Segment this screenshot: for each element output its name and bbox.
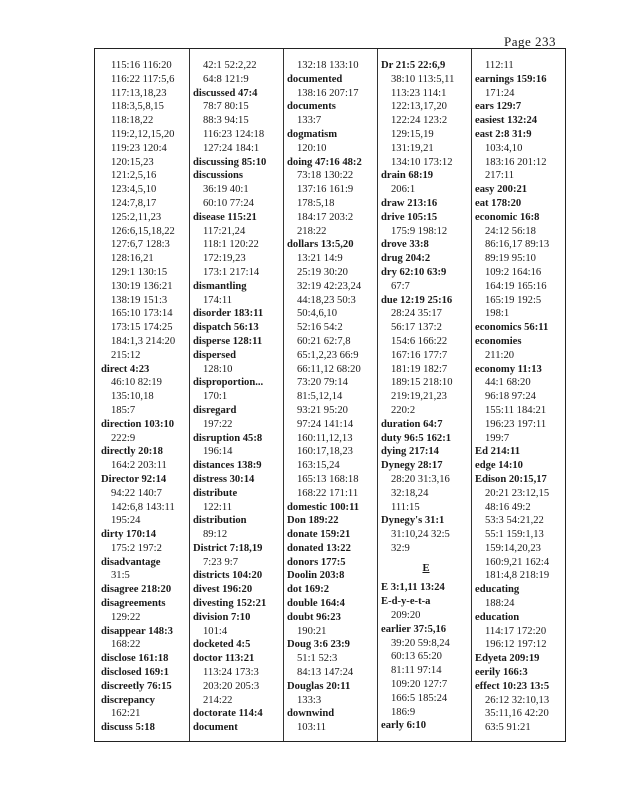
page-line-reference: 119:23 120:4 [111,142,167,154]
page-line-reference: 211:20 [485,349,515,361]
index-term: dogmatism [287,128,338,140]
page-line-reference: 131:19,21 [391,142,434,154]
index-term: duty 96:5 162:1 [381,432,452,444]
index-term: early 6:10 [381,720,427,732]
page-line-reference: 214:22 [203,694,233,706]
index-term: effect 10:23 13:5 [475,680,550,692]
page-line-reference: 20:21 23:12,15 [485,487,550,499]
page-line-reference: 181:19 182:7 [391,363,448,375]
index-term: Ed 214:11 [475,446,521,458]
page-line-reference: 28:24 35:17 [391,308,442,320]
index-term: economics 56:11 [475,322,549,334]
page-line-reference: 31:5 [111,570,130,582]
index-term: disperse 128:11 [193,335,263,347]
page-line-reference: 32:19 42:23,24 [297,280,362,292]
index-term: dot 169:2 [287,584,330,596]
page-line-reference: 93:21 95:20 [297,404,348,416]
page-line-reference: 60:13 65:20 [391,651,442,663]
page-line-reference: 166:5 185:24 [391,692,448,704]
page-line-reference: 196:23 197:11 [485,418,547,430]
page-line-reference: 118:3,5,8,15 [111,101,164,113]
index-term: eat 178:20 [475,197,522,209]
page-line-reference: 132:18 133:10 [297,60,359,71]
page-line-reference: 38:10 113:5,11 [391,73,455,85]
index-term: downwind [287,708,335,720]
page-line-reference: 186:9 [391,706,416,718]
index-term: Doug 3:6 23:9 [287,639,350,651]
index-term: earlier 37:5,16 [381,623,447,635]
page-line-reference: 163:15,24 [297,460,340,472]
index-term: double 164:4 [287,598,345,610]
page-line-reference: 26:12 32:10,13 [485,694,550,706]
column-divider [377,49,378,741]
page-line-reference: 215:12 [111,349,141,361]
page-line-reference: 171:24 [485,87,515,99]
index-term: disregard [193,404,237,416]
index-term: dying 217:14 [381,446,439,458]
page-line-reference: 154:6 166:22 [391,335,448,347]
page-line-reference: 175:9 198:12 [391,225,448,237]
page-line-reference: 78:7 80:15 [203,101,249,113]
page-line-reference: 81:11 97:14 [391,665,442,677]
index-term: divest 196:20 [193,584,253,596]
page-line-reference: 53:3 54:21,22 [485,515,544,527]
page-line-reference: 73:18 130:22 [297,170,354,182]
page-line-reference: 56:17 137:2 [391,322,442,334]
index-term: districts 104:20 [193,570,263,582]
index-term: drive 105:15 [381,211,438,223]
page-line-reference: 172:19,23 [203,253,246,265]
index-term: disappear 148:3 [101,625,173,637]
index-term: docketed 4:5 [193,639,251,651]
page-line-reference: 28:20 31:3,16 [391,473,450,485]
index-term: dirty 170:14 [101,529,157,541]
page-line-reference: 122:24 123:2 [391,115,448,127]
page-line-reference: 88:3 94:15 [203,115,249,127]
index-term: documented [287,73,343,85]
index-term: distances 138:9 [193,460,262,472]
page-line-reference: 123:4,5,10 [111,184,157,196]
page-line-reference: 168:22 [111,639,141,651]
index-term: economic 16:8 [475,211,540,223]
page-line-reference: 184:17 203:2 [297,211,354,223]
page-line-reference: 60:10 77:24 [203,197,254,209]
index-term: directly 20:18 [101,446,163,458]
page-line-reference: 175:2 197:2 [111,542,162,554]
page-line-reference: 129:22 [111,611,141,623]
page-line-reference: 116:23 124:18 [203,128,265,140]
page-line-reference: 164:19 165:16 [485,280,547,292]
page-line-reference: 203:20 205:3 [203,680,260,692]
page-line-reference: 7:23 9:7 [203,556,239,568]
page-line-reference: 24:12 56:18 [485,225,536,237]
page-line-reference: 129:15,19 [391,128,434,140]
page-line-reference: 118:18,22 [111,115,154,127]
page-line-reference: 159:14,20,23 [485,542,541,554]
page-line-reference: 217:11 [485,170,515,182]
page-line-reference: 162:21 [111,708,141,720]
index-term: doctor 113:21 [193,653,255,665]
page-line-reference: 55:1 159:1,13 [485,529,544,541]
index-column-2 [193,59,283,735]
page-line-reference: 113:23 114:1 [391,87,447,99]
page-line-reference: 117:13,18,23 [111,87,167,99]
page-line-reference: 115:16 116:20 [111,60,172,71]
index-column-1 [101,59,191,735]
index-term: discuss 5:18 [101,722,155,734]
index-term: domestic 100:11 [287,501,360,513]
page-line-reference: 13:21 14:9 [297,253,343,265]
page-line-reference: 199:7 [485,432,510,444]
index-term: distribute [193,487,238,499]
index-term: disagreements [101,598,166,610]
index-term: Dr 21:5 22:6,9 [381,60,446,71]
page-line-reference: 127:24 184:1 [203,142,260,154]
index-term: easiest 132:24 [475,115,538,127]
index-term: disadvantage [101,556,161,568]
index-term: Edyeta 209:19 [475,653,540,665]
page-line-reference: 111:15 [391,501,420,513]
page-line-reference: 206:1 [391,184,416,196]
page-line-reference: 32:9 [391,542,410,554]
page-line-reference: 128:10 [203,363,233,375]
page-line-reference: 133:7 [297,115,322,127]
word-index-frame [94,48,566,742]
page-line-reference: 218:22 [297,225,327,237]
page-line-reference: 165:19 192:5 [485,294,542,306]
index-column-4 [381,59,471,733]
page-line-reference: 125:2,11,23 [111,211,162,223]
page-line-reference: 52:16 54:2 [297,322,343,334]
index-term: economies [475,335,522,347]
index-term: dry 62:10 63:9 [381,266,447,278]
index-term: Douglas 20:11 [287,680,351,692]
index-term: division 7:10 [193,611,251,623]
page-line-reference: 198:1 [485,308,510,320]
page-line-reference: 167:16 177:7 [391,349,448,361]
page-line-reference: 189:15 218:10 [391,377,453,389]
index-term: easy 200:21 [475,184,528,196]
index-term: Doolin 203:8 [287,570,345,582]
page-line-reference: 97:24 141:14 [297,418,354,430]
page-line-reference: 174:11 [203,294,233,306]
index-term: disclosed 169:1 [101,667,169,679]
letter-heading: E [422,562,430,574]
index-term: disease 115:21 [193,211,257,223]
page-line-reference: 219:19,21,23 [391,391,447,403]
index-term: direct 4:23 [101,363,150,375]
page-line-reference: 36:19 40:1 [203,184,249,196]
index-term: District 7:18,19 [193,542,263,554]
page-line-reference: 184:1,3 214:20 [111,335,176,347]
index-term: education [475,611,520,623]
index-term: due 12:19 25:16 [381,294,453,306]
page-line-reference: 160:17,18,23 [297,446,353,458]
page-line-reference: 165:13 168:18 [297,473,359,485]
index-term: dispatch 56:13 [193,322,259,334]
page-line-reference: 195:24 [111,515,141,527]
page-line-reference: 81:5,12,14 [297,391,343,403]
page-line-reference: 122:11 [203,501,233,513]
page-line-reference: 126:6,15,18,22 [111,225,175,237]
page-line-reference: 178:5,18 [297,197,335,209]
index-term: Dynegy 28:17 [381,460,443,472]
page-line-reference: 94:22 140:7 [111,487,162,499]
page-line-reference: 138:16 207:17 [297,87,359,99]
index-term: ears 129:7 [475,101,522,113]
index-term: disagree 218:20 [101,584,172,596]
index-term: Don 189:22 [287,515,339,527]
index-term: disproportion... [193,377,264,389]
page-line-reference: 117:21,24 [203,225,246,237]
page-line-reference: 35:11,16 42:20 [485,708,549,720]
page-line-reference: 121:2,5,16 [111,170,157,182]
page-line-reference: 66:11,12 68:20 [297,363,361,375]
page-line-reference: 86:16,17 89:13 [485,239,550,251]
page-line-reference: 46:10 82:19 [111,377,162,389]
page-line-reference: 220:2 [391,404,416,416]
page-line-reference: 196:14 [203,446,233,458]
index-term: economy 11:13 [475,363,542,375]
page-line-reference: 135:10,18 [111,391,154,403]
page-line-reference: 51:1 52:3 [297,653,338,665]
index-term: disruption 45:8 [193,432,263,444]
index-term: discussed 47:4 [193,87,258,99]
index-term: discussing 85:10 [193,156,267,168]
page-line-reference: 42:1 52:2,22 [203,60,257,71]
index-term: document [193,722,238,734]
page-line-reference: 89:19 95:10 [485,253,536,265]
page-line-reference: 120:10 [297,142,327,154]
page-line-reference: 44:1 68:20 [485,377,531,389]
page-line-reference: 120:15,23 [111,156,154,168]
page-line-reference: 155:11 184:21 [485,404,547,416]
page-line-reference: 183:16 201:12 [485,156,547,168]
page-line-reference: 185:7 [111,404,136,416]
index-column-3 [287,59,377,735]
page-line-reference: 196:12 197:12 [485,639,547,651]
index-term: drove 33:8 [381,239,429,251]
page-line-reference: 25:19 30:20 [297,266,348,278]
page-line-reference: 170:1 [203,391,228,403]
index-term: E-d-y-e-t-a [381,596,431,608]
page-line-reference: 63:5 91:21 [485,722,531,734]
page-line-reference: 109:20 127:7 [391,679,448,691]
page-line-reference: 197:22 [203,418,233,430]
page-line-reference: 130:19 136:21 [111,280,173,292]
page-line-reference: 67:7 [391,280,410,292]
index-term: earnings 159:16 [475,73,547,85]
page-line-reference: 64:8 121:9 [203,73,249,85]
index-term: discreetly 76:15 [101,680,172,692]
index-term: dismantling [193,280,247,292]
index-term: disclose 161:18 [101,653,169,665]
index-term: doing 47:16 48:2 [287,156,362,168]
index-term: doctorate 114:4 [193,708,263,720]
page-line-reference: 160:11,12,13 [297,432,353,444]
index-term: disorder 183:11 [193,308,264,320]
page-line-reference: 129:1 130:15 [111,266,168,278]
page-line-reference: 96:18 97:24 [485,391,536,403]
page-line-reference: 209:20 [391,610,421,622]
page-line-reference: 165:10 173:14 [111,308,173,320]
index-term: distress 30:14 [193,473,255,485]
page-line-reference: 101:4 [203,625,228,637]
page-line-reference: 222:9 [111,432,136,444]
page-line-reference: 119:2,12,15,20 [111,128,175,140]
page-line-reference: 173:15 174:25 [111,322,173,334]
page-line-reference: 103:11 [297,722,327,734]
page-line-reference: 138:19 151:3 [111,294,168,306]
page-line-reference: 65:1,2,23 66:9 [297,349,359,361]
column-divider [471,49,472,741]
page-line-reference: 133:3 [297,694,322,706]
page-line-reference: 128:16,21 [111,253,154,265]
index-term: educating [475,584,520,596]
page-line-reference: 127:6,7 128:3 [111,239,170,251]
page-line-reference: 118:1 120:22 [203,239,259,251]
index-term: dollars 13:5,20 [287,239,354,251]
index-term: draw 213:16 [381,197,438,209]
index-term: east 2:8 31:9 [475,128,532,140]
page-line-reference: 31:10,24 32:5 [391,529,450,541]
page-line-reference: 116:22 117:5,6 [111,73,175,85]
page-line-reference: 181:4,8 218:19 [485,570,550,582]
page-line-reference: 122:13,17,20 [391,101,447,113]
index-term: E 3:1,11 13:24 [381,582,445,594]
page-line-reference: 73:20 79:14 [297,377,348,389]
index-term: Edison 20:15,17 [475,473,547,485]
page-line-reference: 168:22 171:11 [297,487,359,499]
index-term: edge 14:10 [475,460,523,472]
index-term: direction 103:10 [101,418,175,430]
index-term: donate 159:21 [287,529,351,541]
page-line-reference: 113:24 173:3 [203,667,259,679]
page-line-reference: 84:13 147:24 [297,667,354,679]
page-line-reference: 60:21 62:7,8 [297,335,351,347]
index-term: Dynegy's 31:1 [381,515,445,527]
index-term: eerily 166:3 [475,667,528,679]
index-term: distribution [193,515,247,527]
page-line-reference: 190:21 [297,625,327,637]
index-term: divesting 152:21 [193,598,267,610]
page-line-reference: 160:9,21 162:4 [485,556,550,568]
page-line-reference: 188:24 [485,598,515,610]
index-term: duration 64:7 [381,418,443,430]
page-line-reference: 32:18,24 [391,487,429,499]
index-column-5 [475,59,565,735]
page-line-reference: 112:11 [485,60,514,71]
page-line-reference: 173:1 217:14 [203,266,260,278]
index-term: Director 92:14 [101,473,167,485]
index-term: donated 13:22 [287,542,351,554]
page-line-reference: 134:10 173:12 [391,156,453,168]
page-line-reference: 142:6,8 143:11 [111,501,175,513]
page-line-reference: 50:4,6,10 [297,308,338,320]
page-line-reference: 89:12 [203,529,228,541]
page-line-reference: 48:16 49:2 [485,501,531,513]
index-term: doubt 96:23 [287,611,341,623]
page-number: Page 233 [503,34,556,49]
page-line-reference: 164:2 203:11 [111,460,167,472]
page-line-reference: 39:20 59:8,24 [391,637,450,649]
page-line-reference: 109:2 164:16 [485,266,542,278]
index-term: documents [287,101,336,113]
index-term: dispersed [193,349,236,361]
column-divider [283,49,284,741]
page-line-reference: 114:17 172:20 [485,625,547,637]
page-line-reference: 103:4,10 [485,142,523,154]
index-term: drug 204:2 [381,253,431,265]
page-line-reference: 124:7,8,17 [111,197,157,209]
index-term: donors 177:5 [287,556,346,568]
page-line-reference: 44:18,23 50:3 [297,294,356,306]
index-term: discussions [193,170,244,182]
index-term: drain 68:19 [381,170,434,182]
page-line-reference: 137:16 161:9 [297,184,354,196]
index-term: discrepancy [101,694,155,706]
